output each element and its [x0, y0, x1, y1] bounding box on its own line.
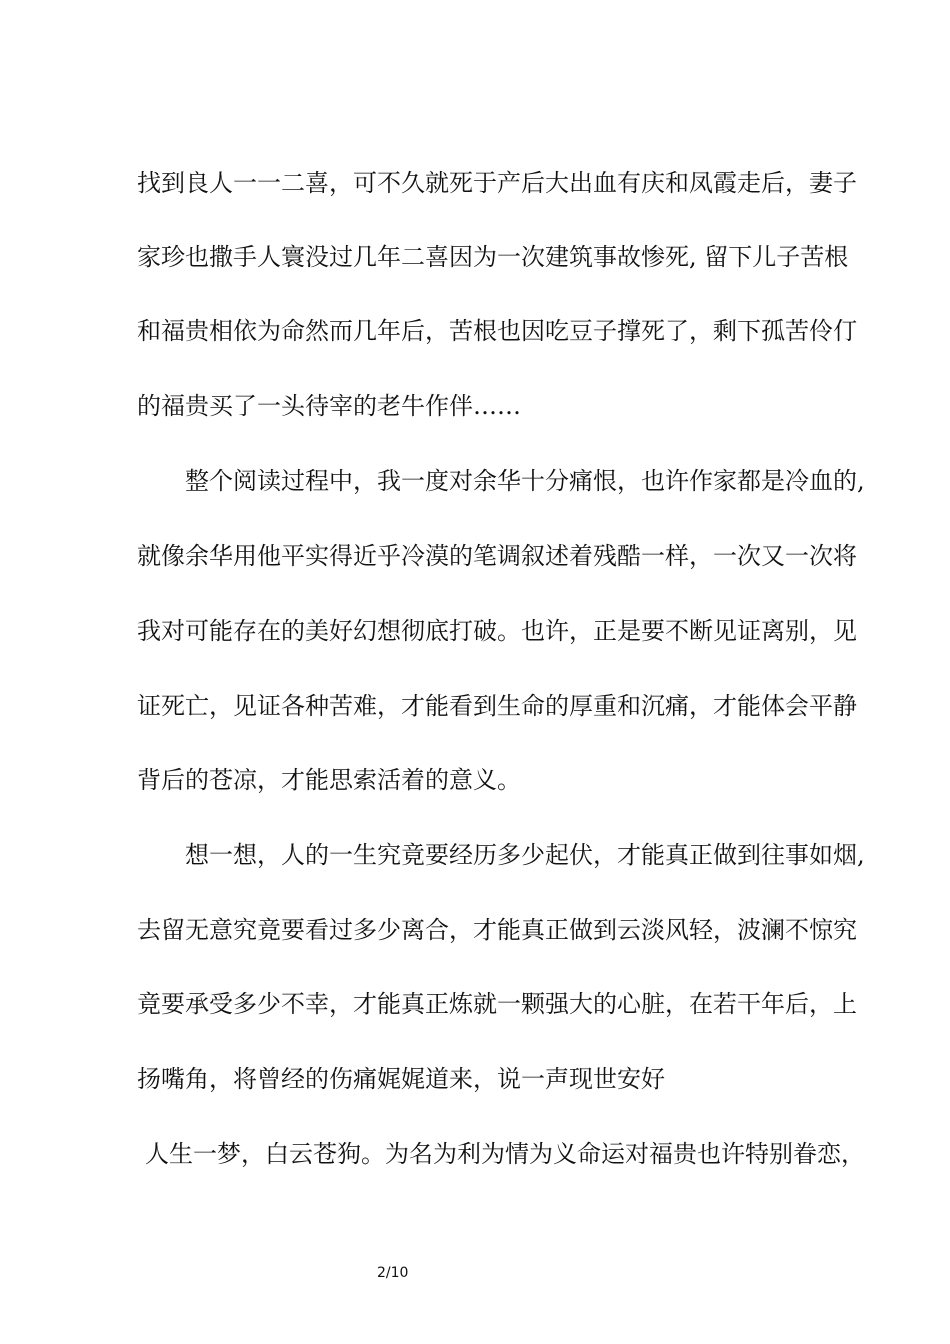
text-line: 家珍也撒手人寰没过几年二喜因为一次建筑事故惨死, 留下儿子苦根: [137, 243, 849, 271]
text-line: 的福贵买了一头待宰的老牛作伴……: [137, 392, 521, 420]
text-line: 就像余华用他平实得近乎冷漠的笔调叙述着残酷一样，一次又一次将: [137, 542, 857, 570]
text-line: 我对可能存在的美好幻想彻底打破。也许，正是要不断见证离别，见: [137, 617, 857, 645]
paragraph-start-line: 整个阅读过程中，我一度对余华十分痛恨，也许作家都是冷血的,: [185, 467, 865, 495]
text-line: 证死亡，见证各种苦难，才能看到生命的厚重和沉痛，才能体会平静: [137, 692, 857, 720]
text-line: 和福贵相依为命然而几年后，苦根也因吃豆子撑死了，剩下孤苦伶仃: [137, 317, 857, 345]
paragraph-start-line: 想一想，人的一生究竟要经历多少起伏，才能真正做到往事如烟,: [185, 841, 865, 869]
text-line: 去留无意究竟要看过多少离合，才能真正做到云淡风轻，波澜不惊究: [137, 916, 857, 944]
text-line: 扬嘴角，将曾经的伤痛娓娓道来，说一声现世安好: [137, 1065, 665, 1093]
paragraph-start-line: 人生一梦，白云苍狗。为名为利为情为义命运对福贵也许特别眷恋，: [145, 1140, 865, 1168]
text-line: 竟要承受多少不幸，才能真正炼就一颗强大的心脏，在若干年后，上: [137, 990, 857, 1018]
text-line: 背后的苍凉，才能思索活着的意义。: [137, 766, 521, 794]
text-line: 找到良人一一二喜，可不久就死于产后大出血有庆和凤霞走后，妻子: [137, 169, 857, 197]
page-number: 2/10: [377, 1265, 409, 1281]
